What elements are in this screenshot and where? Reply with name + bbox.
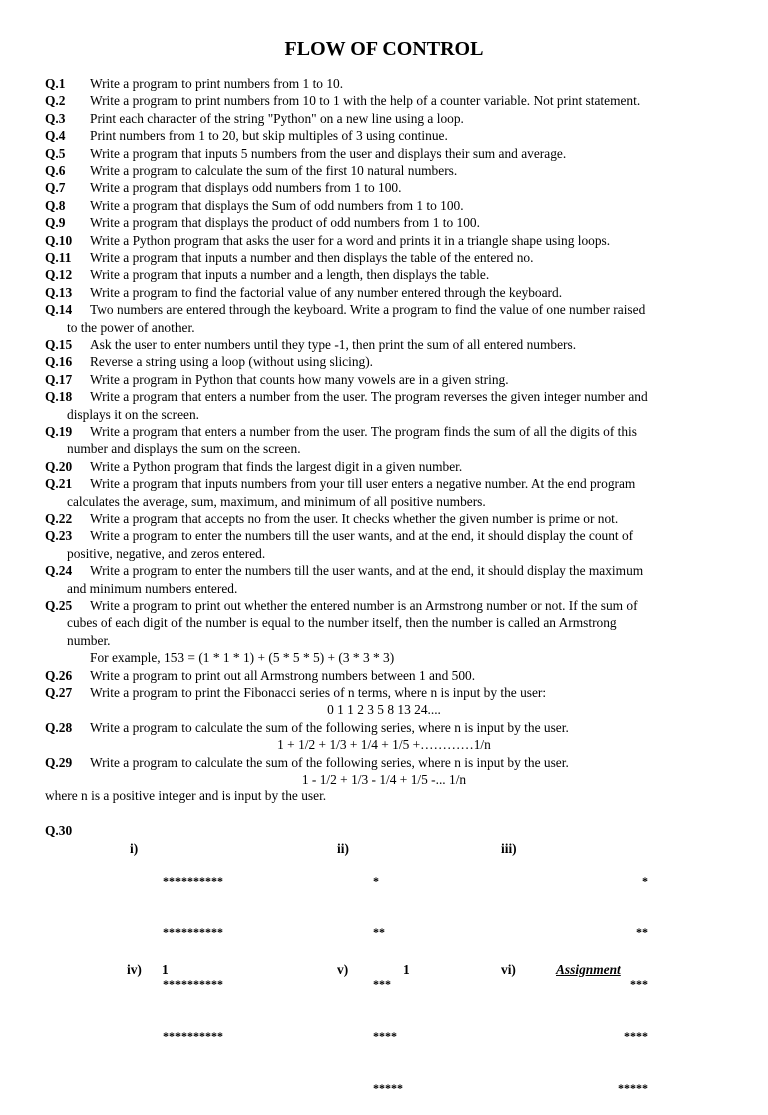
question-text: Write a program that displays the Sum of odd numbers from 1 to 100. xyxy=(90,197,464,213)
pattern-row: ** xyxy=(636,925,648,940)
question-number: Q.16 xyxy=(45,354,73,370)
question-text: Reverse a string using a loop (without using slicing). xyxy=(90,354,374,370)
q29-note: where n is a positive integer and is input by the user. xyxy=(45,788,327,803)
assignment-label: Assignment xyxy=(556,962,621,977)
question-text: Write a program to print out all Armstrong numbers between 1 and 500. xyxy=(90,667,476,683)
question-text: Write a program that inputs 5 numbers from the user and displays their sum and average. xyxy=(90,145,567,161)
question-number: Q.29 xyxy=(45,754,73,770)
question-text: Write a Python program that asks the user for a word and prints it in a triangle shape using loops. xyxy=(90,232,611,248)
question-number: Q.20 xyxy=(45,458,73,474)
pattern-row: * xyxy=(642,873,648,888)
question-item xyxy=(45,754,735,771)
question-item xyxy=(45,301,735,336)
question-text: Write a program that enters a number from the user. The program reverses the given integer number and xyxy=(90,389,648,405)
question-item xyxy=(45,388,735,423)
question-number: Q.5 xyxy=(45,145,66,161)
pattern-row: *** xyxy=(630,977,648,992)
question-text-continued: and minimum numbers entered. xyxy=(67,580,238,596)
question-number: Q.23 xyxy=(45,528,73,544)
pattern-ii-label: ii) xyxy=(337,841,349,856)
question-number: Q.27 xyxy=(45,685,73,700)
question-text: Write a program to print the Fibonacci series of n terms, where n is input by the user: xyxy=(90,685,547,700)
question-text: Print each character of the string "Python" on a new line using a loop. xyxy=(90,110,464,126)
question-item xyxy=(45,92,735,109)
question-item xyxy=(45,684,735,701)
question-text: Write a program to print out whether the entered number is an Armstrong number or not. If the sum of xyxy=(90,598,638,613)
question-text: Write a program to calculate the sum of the following series, where n is input by the user. xyxy=(90,754,569,770)
question-item xyxy=(45,232,735,249)
pattern-v-label: v) xyxy=(337,962,349,977)
question-item xyxy=(45,214,735,231)
question-text-continued: number and displays the sum on the screen. xyxy=(67,441,301,457)
pattern-row: * xyxy=(373,873,379,888)
question-number: Q.18 xyxy=(45,389,73,405)
question-number: Q.3 xyxy=(45,110,66,126)
question-item xyxy=(45,353,735,370)
question-item xyxy=(45,284,735,301)
question-text: Ask the user to enter numbers until they type -1, then print the sum of all entered numbers. xyxy=(90,337,577,352)
question-item xyxy=(45,597,735,667)
question-item xyxy=(45,179,735,196)
question-text: Write a program that inputs numbers from your till user enters a negative number. At the end program xyxy=(90,476,636,492)
question-text: Write a program that displays odd numbers from 1 to 100. xyxy=(90,180,402,196)
question-item xyxy=(45,266,735,283)
question-number: Q.6 xyxy=(45,163,66,178)
question-number: Q.28 xyxy=(45,719,73,735)
series-expression: 0 1 1 2 3 5 8 13 24.... xyxy=(327,702,441,718)
question-text: Write a program to calculate the sum of the following series, where n is input by the user. xyxy=(90,719,569,735)
series-expression: 1 + 1/2 + 1/3 + 1/4 + 1/5 +…………1/n xyxy=(277,737,491,753)
question-number: Q.17 xyxy=(45,371,73,387)
question-text: Write a program to find the factorial value of any number entered through the keyboard. xyxy=(90,284,563,300)
question-text: Write a Python program that finds the largest digit in a given number. xyxy=(90,458,463,474)
question-item xyxy=(45,127,735,144)
pattern-row: ***** xyxy=(618,1081,648,1096)
pattern-ii xyxy=(373,838,403,1115)
question-number: Q.22 xyxy=(45,511,73,526)
question-number: Q.12 xyxy=(45,267,73,283)
question-item xyxy=(45,667,735,684)
question-number: Q.24 xyxy=(45,563,73,579)
question-text: Write a program that enters a number from the user. The program finds the sum of all the digits of this xyxy=(90,424,637,439)
question-example: For example, 153 = (1 * 1 * 1) + (5 * 5 * 5) + (3 * 3 * 3) xyxy=(90,650,395,666)
question-item xyxy=(45,336,735,353)
pattern-row: ********** xyxy=(163,873,223,888)
question-item xyxy=(45,510,735,527)
question-text: Write a program that displays the product of odd numbers from 1 to 100. xyxy=(90,215,480,231)
question-text: Print numbers from 1 to 20, but skip multiples of 3 using continue. xyxy=(90,128,448,144)
question-text-continued: calculates the average, sum, maximum, and minimum of all positive numbers. xyxy=(67,493,486,509)
pattern-row: *** xyxy=(373,977,391,992)
pattern-iii-label: iii) xyxy=(501,841,517,856)
question-item xyxy=(45,145,735,162)
question-number: Q.11 xyxy=(45,250,72,265)
question-item xyxy=(45,249,735,266)
question-text-continued: displays it on the screen. xyxy=(67,406,200,422)
question-text: Write a program that inputs a number and then displays the table of the entered no. xyxy=(90,250,534,265)
question-number: Q.4 xyxy=(45,128,66,144)
question-text: Write a program to enter the numbers till the user wants, and at the end, it should display the maximum xyxy=(90,563,644,579)
question-item xyxy=(45,110,735,127)
question-number: Q.13 xyxy=(45,284,73,300)
question-text-continued: number. xyxy=(67,632,111,648)
question-number: Q.26 xyxy=(45,667,73,683)
question-item xyxy=(45,75,735,92)
question-number: Q.21 xyxy=(45,476,73,492)
page-title: FLOW OF CONTROL xyxy=(284,38,484,60)
question-number: Q.8 xyxy=(45,197,66,213)
question-text-continued: cubes of each digit of the number is equal to the number itself, then the number is called an Armstrong xyxy=(67,615,617,631)
pattern-iv-value: 1 xyxy=(162,962,169,977)
pattern-vi-label: vi) xyxy=(501,962,516,977)
question-text: Write a program that accepts no from the user. It checks whether the given number is prime or not. xyxy=(90,511,619,526)
question-number: Q.7 xyxy=(45,180,66,196)
pattern-iv-label: iv) xyxy=(127,962,142,977)
question-text: Write a program to print numbers from 10 to 1 with the help of a counter variable. Not print statement. xyxy=(90,93,641,109)
question-item xyxy=(45,527,735,562)
question-text-continued: to the power of another. xyxy=(67,319,195,335)
pattern-v-value: 1 xyxy=(403,962,410,977)
question-number: Q.14 xyxy=(45,302,73,318)
question-item xyxy=(45,371,735,388)
question-text: Write a program to print numbers from 1 to 10. xyxy=(90,76,344,91)
question-item xyxy=(45,423,735,458)
question-item xyxy=(45,719,735,736)
question-text: Write a program to calculate the sum of the first 10 natural numbers. xyxy=(90,163,458,178)
pattern-row: ********** xyxy=(163,1029,223,1044)
question-number: Q.19 xyxy=(45,424,73,439)
question-number: Q.10 xyxy=(45,232,73,248)
question-item xyxy=(45,197,735,214)
pattern-i xyxy=(163,838,223,1063)
question-item xyxy=(45,562,735,597)
pattern-row: **** xyxy=(624,1029,648,1044)
question-number: Q.9 xyxy=(45,215,66,231)
question-item xyxy=(45,162,735,179)
question-number: Q.25 xyxy=(45,598,73,613)
q30-number: Q.30 xyxy=(45,823,73,838)
question-text-continued: positive, negative, and zeros entered. xyxy=(67,545,266,561)
pattern-row: ********** xyxy=(163,977,223,992)
question-item xyxy=(45,458,735,475)
question-text: Write a program to enter the numbers till the user wants, and at the end, it should display the count of xyxy=(90,528,634,544)
question-text: Write a program in Python that counts how many vowels are in a given string. xyxy=(90,371,509,387)
pattern-row: ***** xyxy=(373,1081,403,1096)
question-item xyxy=(45,475,735,510)
pattern-row: ** xyxy=(373,925,385,940)
question-text: Write a program that inputs a number and a length, then displays the table. xyxy=(90,267,490,283)
pattern-row: **** xyxy=(373,1029,397,1044)
question-number: Q.2 xyxy=(45,93,66,109)
series-expression: 1 - 1/2 + 1/3 - 1/4 + 1/5 -... 1/n xyxy=(301,772,467,787)
pattern-row: ********** xyxy=(163,925,223,940)
question-number: Q.1 xyxy=(45,76,66,91)
pattern-i-label: i) xyxy=(130,841,139,856)
question-text: Two numbers are entered through the keyboard. Write a program to find the value of one number raised xyxy=(90,302,646,318)
question-number: Q.15 xyxy=(45,337,73,352)
